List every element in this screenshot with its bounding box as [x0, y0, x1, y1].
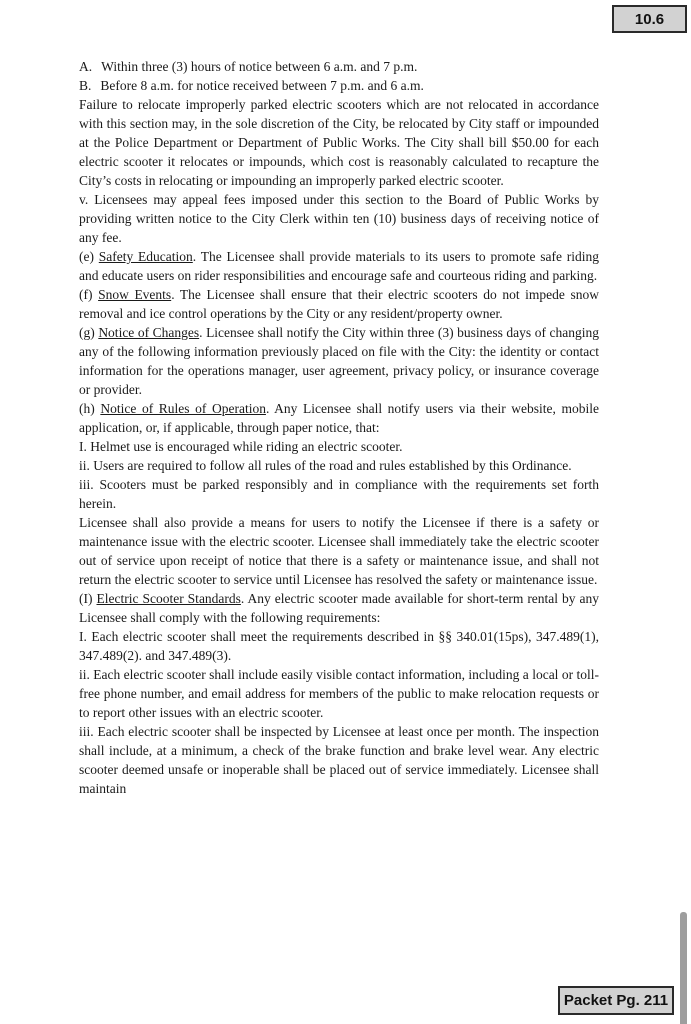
section-f-heading: Snow Events	[98, 287, 172, 302]
section-i-heading: Electric Scooter Standards	[96, 591, 241, 606]
h-subitem-2: ii. Users are required to follow all rules of the road and rules established by this Ordinance.	[79, 458, 572, 473]
packet-page-badge	[558, 986, 674, 1015]
h-subitem-1: I. Helmet use is encouraged while riding an electric scooter.	[79, 439, 403, 454]
section-h-heading: Notice of Rules of Operation	[100, 401, 266, 416]
i-subitem-2: ii. Each electric scooter shall include easily visible contact information, including a local or toll-free phone number, and email address for members of the public to make relocation requests or to report other issues with an electric scooter.	[79, 667, 599, 720]
section-e-label: (e)	[79, 249, 94, 264]
section-paragraph-f	[79, 285, 599, 323]
section-f-label: (f)	[79, 287, 93, 302]
section-f-body: . The Licensee shall ensure that their electric scooters do not impede snow removal and ice control operations by the City or any resident/property owner.	[79, 287, 600, 321]
list-item-b-text: Before 8 a.m. for notice received between 7 p.m. and 6 a.m.	[100, 78, 424, 93]
section-paragraph-i	[79, 589, 599, 627]
scrollbar-thumb[interactable]	[680, 912, 687, 1024]
section-i-label: (I)	[79, 591, 93, 606]
section-h-body: . Any Licensee shall notify users via their website, mobile application, or, if applicable, through paper notice, that:	[79, 401, 599, 435]
packet-page-label: Packet Pg. 211	[563, 992, 669, 1009]
h-subitem-3: iii. Scooters must be parked responsibly and in compliance with the requirements set forth herein.	[79, 477, 599, 511]
i-subitem-3: iii. Each electric scooter shall be inspected by Licensee at least once per month. The inspection shall include, at a minimum, a check of the brake function and brake level wear. Any electric scooter deemed unsafe or inoperable shall be placed out of service immediately. Licensee shall maintain	[79, 724, 599, 796]
section-number-label: 10.6	[634, 10, 665, 28]
paragraph-failure-to-relocate: Failure to relocate improperly parked electric scooters which are not relocated in accordance with this section may, in the sole discretion of the City, be relocated by City staff or impounded at the Police Department or Department of Public Works. The City shall bill $50.00 for each electric scooter it relocates or impounds, which cost is reasonably calculated to recapture the City’s costs in relocating or impounding an improperly parked electric scooter.	[79, 97, 599, 188]
document-body	[79, 57, 599, 798]
list-item-b	[79, 76, 599, 95]
section-i-body: . Any electric scooter made available for short-term rental by any Licensee shall comply with the following requirements:	[79, 591, 600, 625]
section-g-body: . Licensee shall notify the City within three (3) business days of changing any of the following information previously placed on file with the City: the identity or contact information for the operations manager, user agreement, privacy policy, or insurance coverage or provider.	[79, 325, 600, 397]
section-paragraph-h	[79, 399, 599, 437]
list-item-a-text: Within three (3) hours of notice between 6 a.m. and 7 p.m.	[101, 59, 418, 74]
section-e-body: . The Licensee shall provide materials to its users to promote safe riding and educate users on rider responsibilities and encourage safe and courteous riding and parking.	[79, 249, 599, 283]
list-item-a	[79, 57, 599, 76]
section-paragraph-e	[79, 247, 599, 285]
section-g-label: (g)	[79, 325, 95, 340]
list-item-b-label: B.	[79, 78, 92, 93]
i-subitem-1: I. Each electric scooter shall meet the requirements described in §§ 340.01(15ps), 347.489(1), 347.489(2). and 347.489(3).	[79, 629, 599, 663]
section-g-heading: Notice of Changes	[98, 325, 200, 340]
section-paragraph-g	[79, 323, 599, 399]
list-item-a-label: A.	[79, 59, 93, 74]
section-h-label: (h)	[79, 401, 95, 416]
section-e-heading: Safety Education	[98, 249, 193, 264]
section-number-badge	[612, 5, 687, 33]
paragraph-appeal-fees: v. Licensees may appeal fees imposed under this section to the Board of Public Works by providing written notice to the City Clerk within ten (10) business days of receiving notice of any fee.	[79, 192, 599, 245]
paragraph-licensee-also: Licensee shall also provide a means for users to notify the Licensee if there is a safety or maintenance issue with the electric scooter. Licensee shall immediately take the electric scooter out of service upon receipt of notice that there is a safety or maintenance issue, and shall not return the electric scooter to service until Licensee has resolved the safety or maintenance issue.	[79, 515, 599, 587]
